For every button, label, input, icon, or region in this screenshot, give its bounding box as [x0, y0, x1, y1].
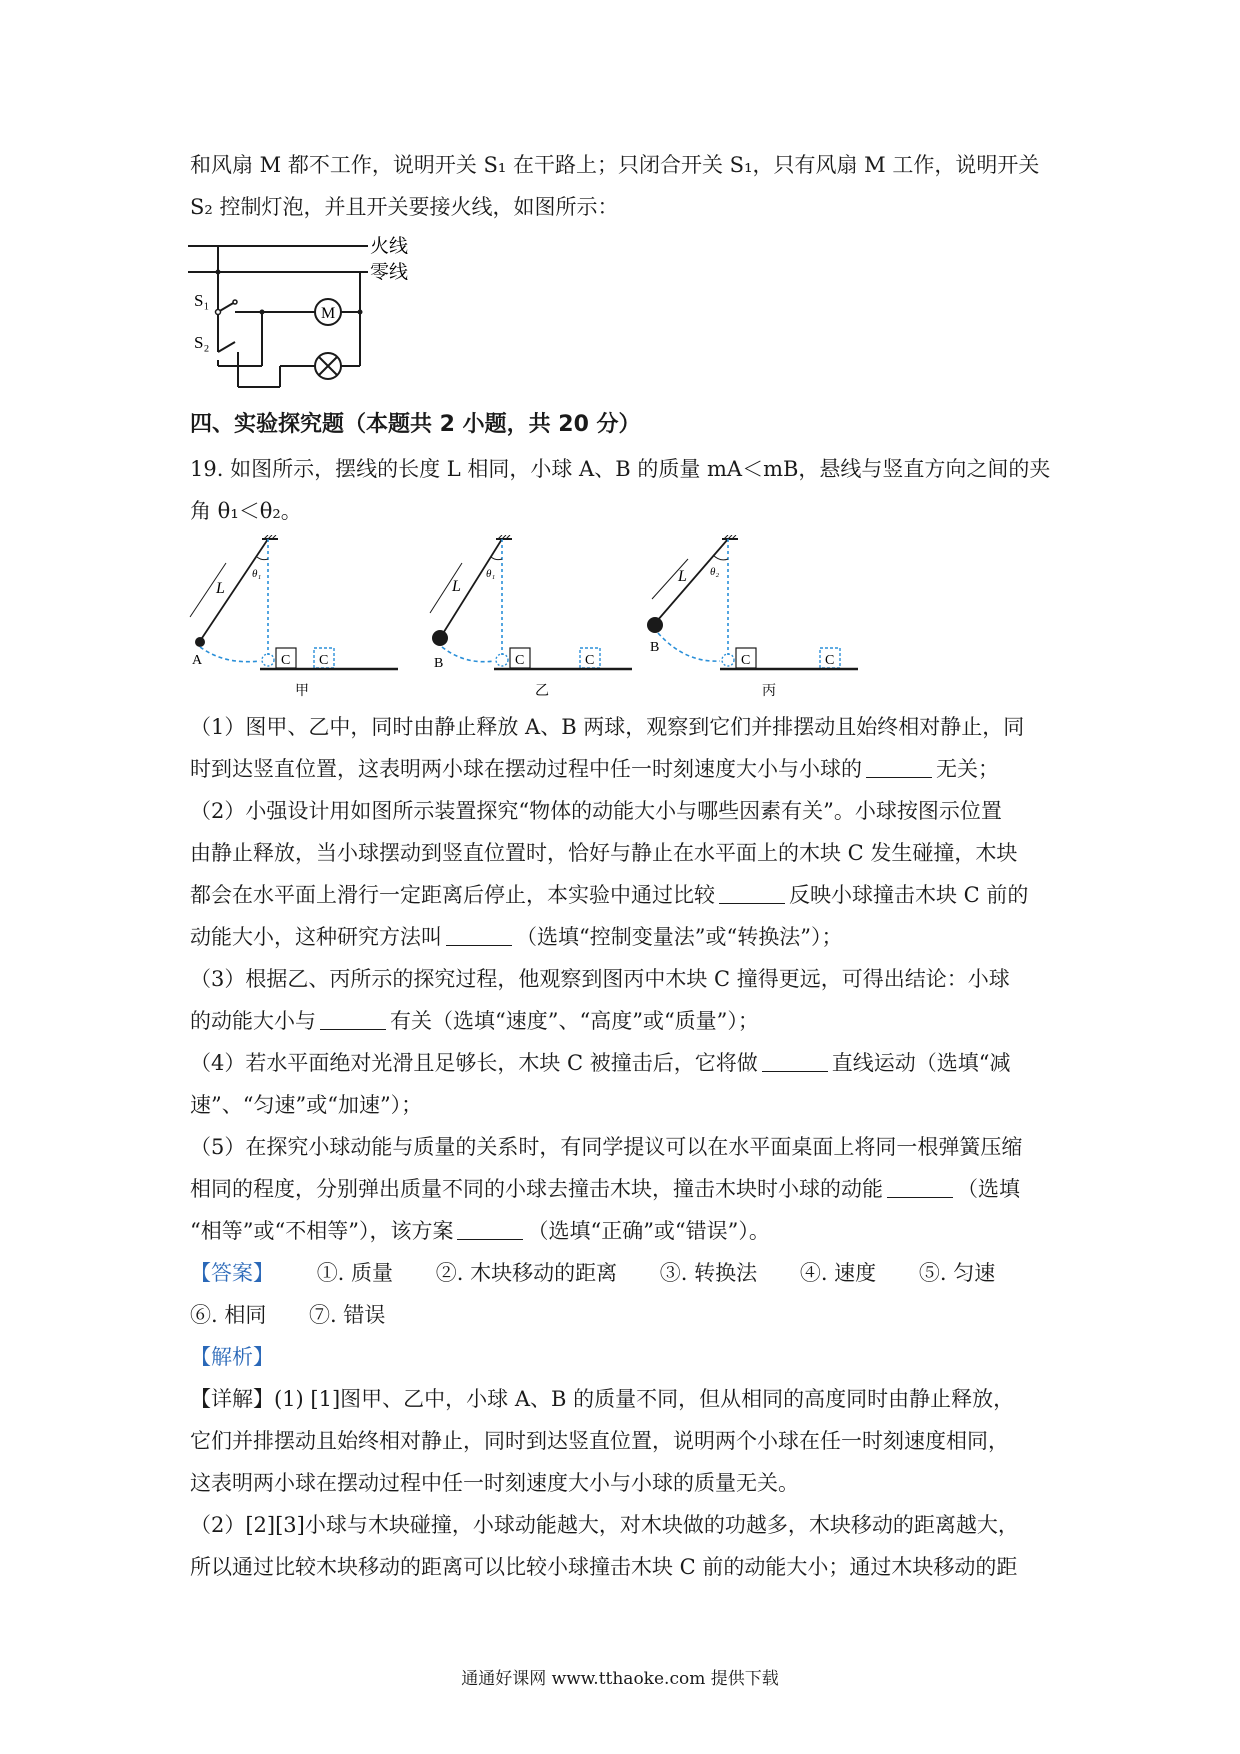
answer-blank[interactable] — [446, 925, 512, 946]
section-heading: 四、实验探究题（本题共 2 小题，共 20 分） — [190, 412, 641, 437]
answer-item: ③. 转换法 — [659, 1261, 758, 1285]
answer-item: ④. 速度 — [799, 1261, 877, 1285]
answer-blank[interactable] — [320, 1009, 386, 1030]
fig-yi-block-ghost: C — [585, 653, 595, 668]
pendulum-figures — [180, 535, 880, 705]
prev-text-line-1: 和风扇 M 都不工作，说明开关 S₁ 在干路上；只闭合开关 S₁，只有风扇 M 工作，说明开关 — [190, 153, 1040, 177]
fig-jia-ball: A — [192, 653, 203, 668]
fig-yi-ball: B — [434, 656, 444, 671]
fig-bing-length: L — [678, 568, 687, 585]
answer-blank[interactable] — [762, 1051, 828, 1072]
answer-line-2 — [190, 1300, 1070, 1330]
live-wire-label: 火线 — [370, 236, 409, 257]
analysis-line-5: 所以通过比较木块移动的距离可以比较小球撞击木块 C 前的动能大小；通过木块移动的距 — [190, 1555, 1018, 1579]
q19-part1-line-2: 时到达竖直位置，这表明两小球在摆动过程中任一时刻速度大小与小球的 无关； — [190, 757, 999, 781]
analysis-line-3: 这表明两小球在摆动过程中任一时刻速度大小与小球的质量无关。 — [190, 1471, 799, 1495]
answer-item: ②. 木块移动的距离 — [435, 1261, 618, 1285]
fig-bing-block: C — [741, 653, 751, 668]
answer-blank[interactable] — [457, 1219, 523, 1240]
fig-jia-block: C — [281, 653, 291, 668]
q19-part2-line-2: 由静止释放，当小球摆动到竖直位置时，恰好与静止在水平面上的木块 C 发生碰撞，木块 — [190, 841, 1018, 865]
answer-item: ⑤. 匀速 — [918, 1261, 996, 1285]
circuit-diagram — [180, 232, 420, 397]
fig-yi-length: L — [452, 578, 461, 595]
neutral-wire-label: 零线 — [370, 262, 409, 283]
q19-part4-line-1: （4）若水平面绝对光滑且足够长，木块 C 被撞击后，它将做 直线运动（选填“减 — [190, 1051, 1011, 1075]
fig-bing-label: 丙 — [762, 684, 776, 699]
figure-jia — [190, 535, 398, 699]
q19-part2-line-4: 动能大小，这种研究方法叫 （选填“控制变量法”或“转换法”）； — [190, 925, 843, 949]
answer-item: ⑥. 相同 — [190, 1303, 267, 1327]
q19-stem-line-2: 角 θ₁＜θ₂。 — [190, 499, 302, 523]
fig-jia-theta: θ₁ — [252, 568, 262, 580]
figure-yi — [430, 535, 632, 699]
q19-part4-line-2: 速”、“匀速”或“加速”）； — [190, 1093, 423, 1117]
fig-bing-block-ghost: C — [825, 653, 835, 668]
answer-label: 【答案】 — [190, 1261, 274, 1285]
fig-jia-label: 甲 — [295, 684, 309, 699]
motor-label: M — [321, 305, 336, 322]
q19-part2-line-3: 都会在水平面上滑行一定距离后停止，本实验中通过比较 反映小球撞击木块 C 前的 — [190, 883, 1029, 907]
switch-s1-label: S₁ — [194, 291, 210, 310]
q19-part1-line-1: （1）图甲、乙中，同时由静止释放 A、B 两球，观察到它们并排摆动且始终相对静止，同 — [190, 715, 1025, 739]
fig-bing-ball: B — [650, 640, 660, 655]
fig-yi-label: 乙 — [535, 684, 549, 699]
analysis-line-4: （2）[2][3]小球与木块碰撞，小球动能越大，对木块做的功越多，木块移动的距离越大， — [190, 1513, 1019, 1537]
q19-part5-line-1: （5）在探究小球动能与质量的关系时，有同学提议可以在水平面桌面上将同一根弹簧压缩 — [190, 1135, 1023, 1159]
analysis-label: 【解析】 — [190, 1345, 274, 1369]
analysis-line-1: 【详解】(1) [1]图甲、乙中，小球 A、B 的质量不同，但从相同的高度同时由静止释放， — [190, 1387, 1015, 1411]
fig-yi-block: C — [515, 653, 525, 668]
switch-s2-label: S₂ — [194, 333, 210, 352]
footer-credit: 通通好课网 www.tthaoke.com 提供下载 — [461, 1669, 779, 1689]
prev-text-line-2: S₂ 控制灯泡，并且开关要接火线，如图所示： — [190, 195, 619, 219]
analysis-line-2: 它们并排摆动且始终相对静止，同时到达竖直位置，说明两个小球在任一时刻速度相同， — [190, 1429, 1009, 1453]
answer-line-1 — [190, 1258, 1070, 1288]
q19-part5-line-2: 相同的程度，分别弹出质量不同的小球去撞击木块，撞击木块时小球的动能 （选填 — [190, 1177, 1020, 1201]
answer-blank[interactable] — [866, 757, 932, 778]
q19-stem-line-1: 19. 如图所示，摆线的长度 L 相同，小球 A、B 的质量 mA＜mB，悬线与竖直方向之间的夹 — [190, 457, 1051, 481]
answer-item: ⑦. 错误 — [309, 1303, 386, 1327]
fig-bing-theta: θ₂ — [710, 566, 720, 578]
q19-part3-line-1: （3）根据乙、丙所示的探究过程，他观察到图丙中木块 C 撞得更远，可得出结论：小球 — [190, 967, 1010, 991]
q19-part2-line-1: （2）小强设计用如图所示装置探究“物体的动能大小与哪些因素有关”。小球按图示位置 — [190, 799, 1002, 823]
q19-part3-line-2: 的动能大小与 有关（选填“速度”、“高度”或“质量”）； — [190, 1009, 759, 1033]
answer-blank[interactable] — [719, 883, 785, 904]
fig-jia-length: L — [216, 580, 225, 597]
q19-part5-line-3: “相等”或“不相等”），该方案 （选填“正确”或“错误”）。 — [190, 1219, 770, 1243]
figure-bing — [647, 535, 858, 699]
fig-jia-block-ghost: C — [319, 653, 329, 668]
answer-item: ①. 质量 — [316, 1261, 394, 1285]
fig-yi-theta: θ₁ — [486, 568, 496, 580]
answer-blank[interactable] — [887, 1177, 953, 1198]
